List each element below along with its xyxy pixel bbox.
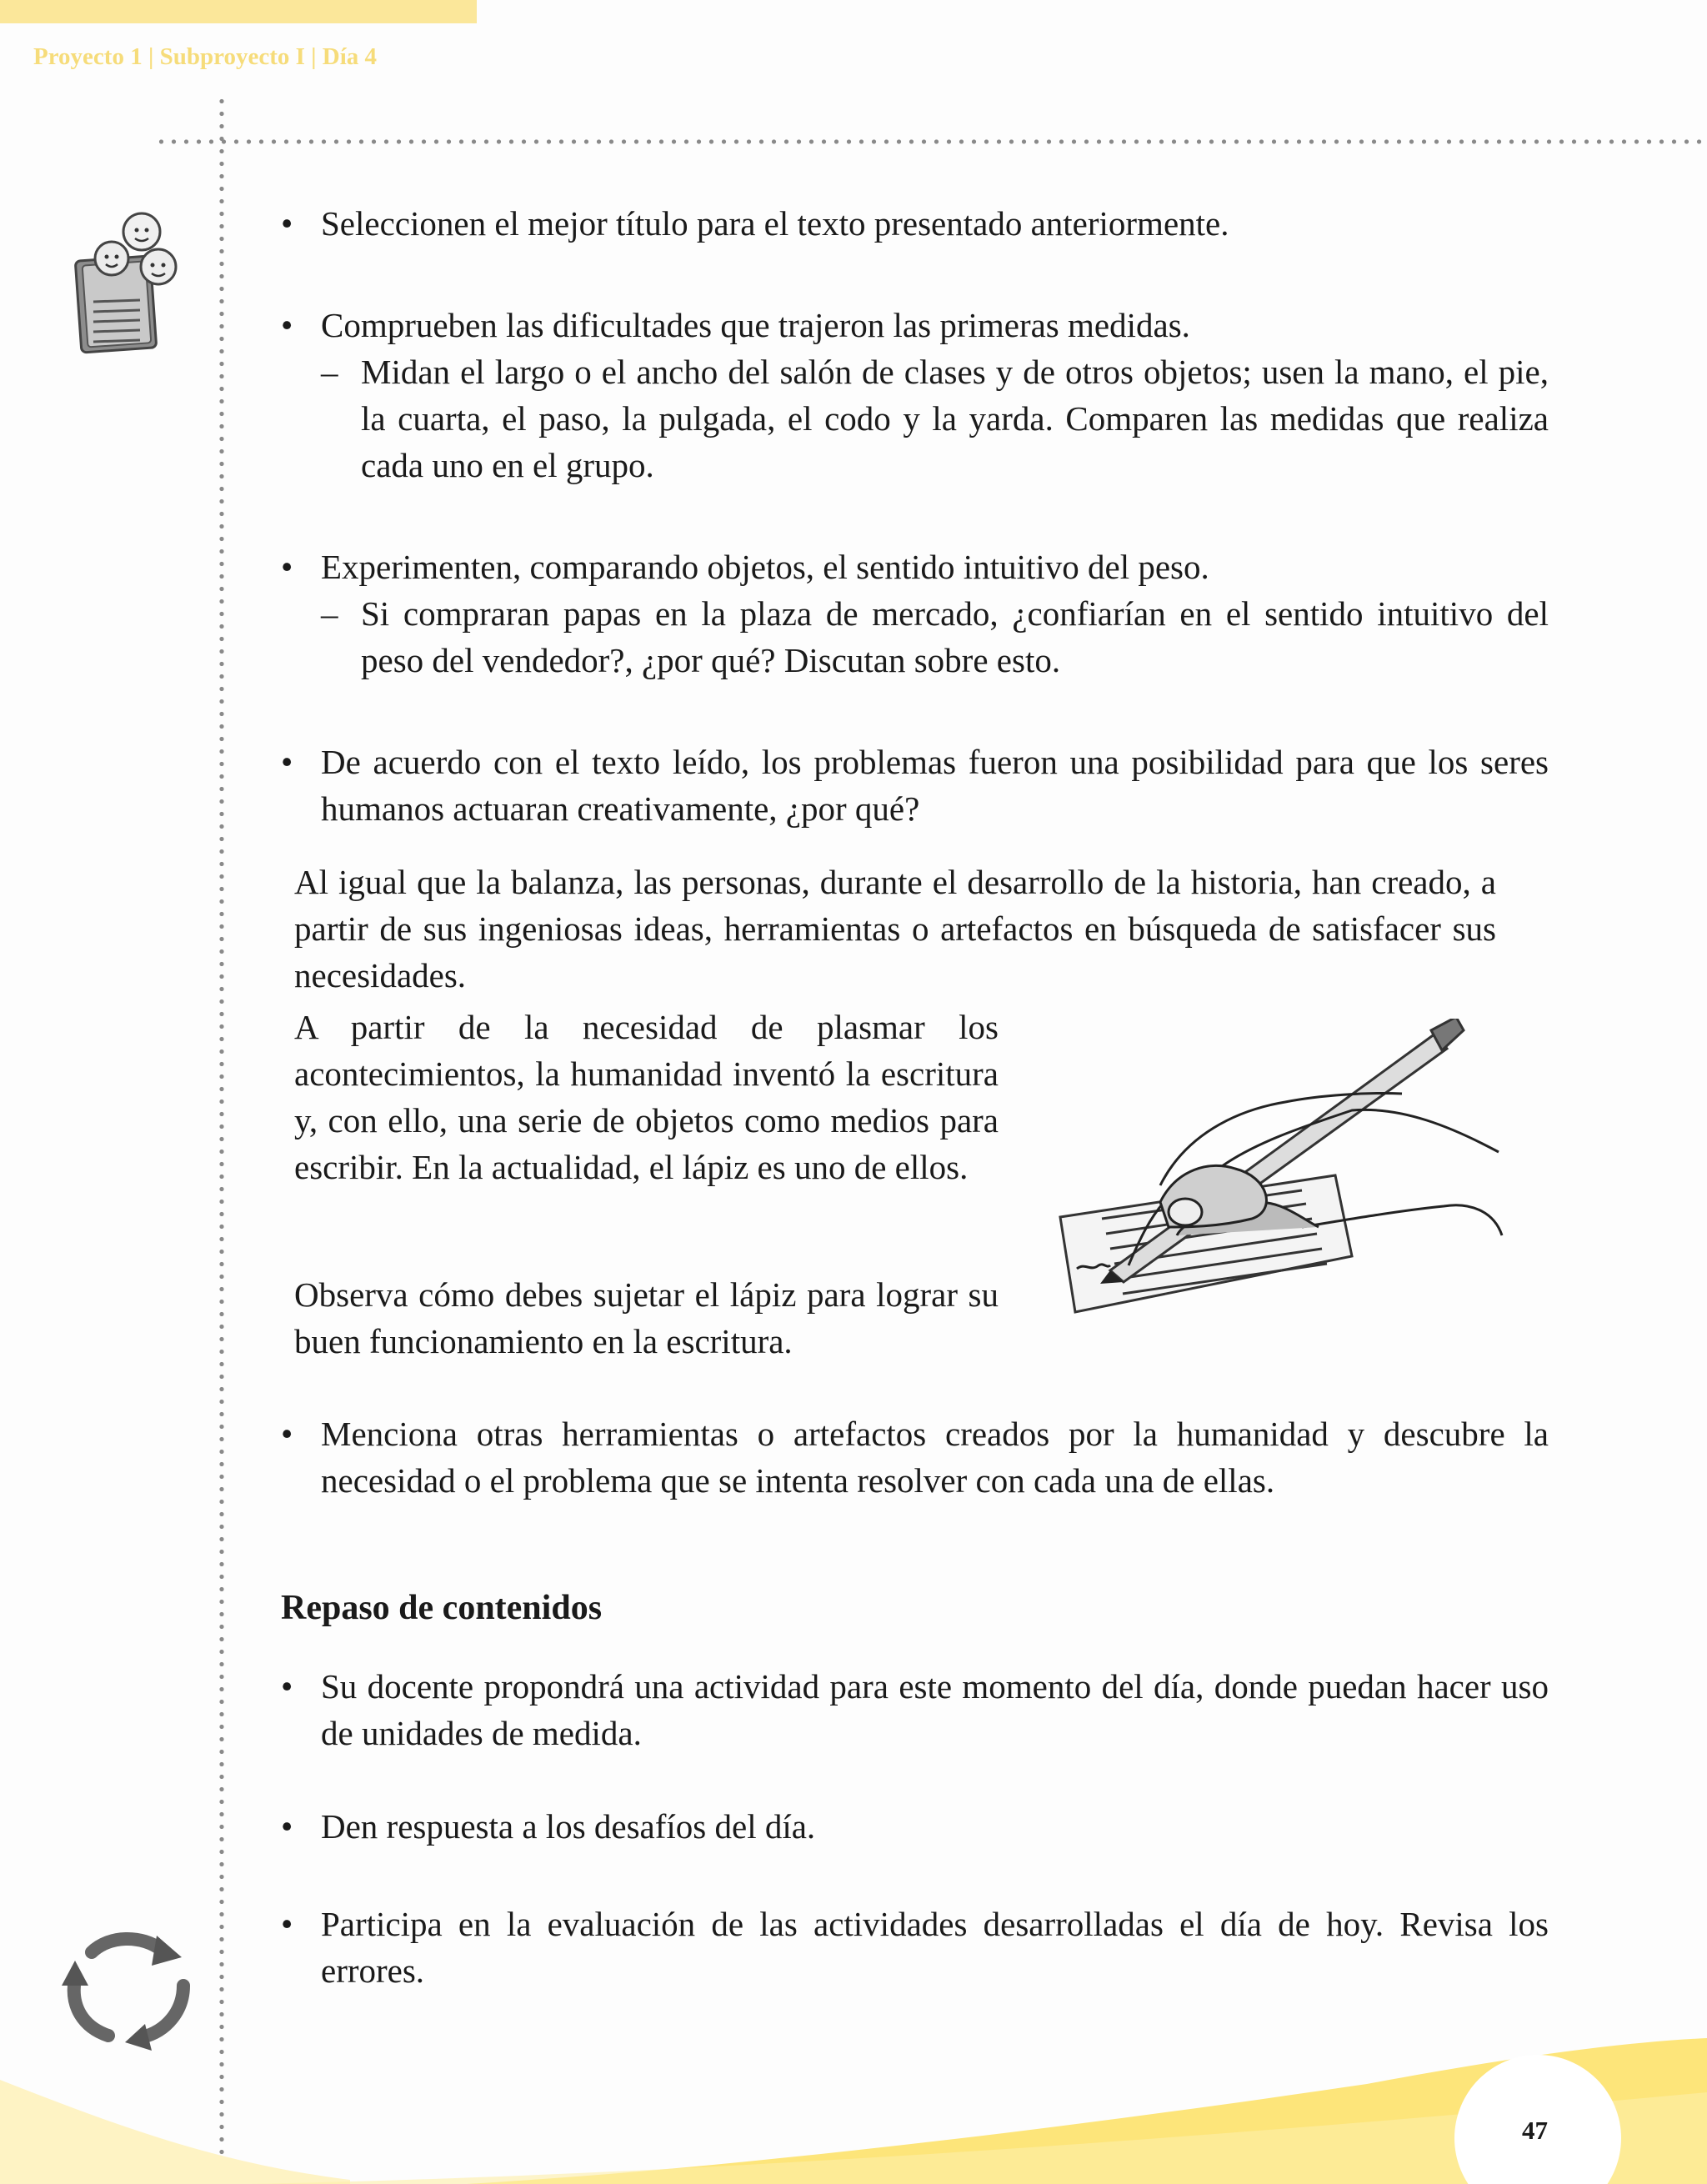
list-item-text: Participa en la evaluación de las actividades desarrolladas el día de hoy. Revisa los errores. xyxy=(321,1905,1549,1990)
header-breadcrumb: Proyecto 1 | Subproyecto I | Día 4 xyxy=(33,43,378,70)
list-item xyxy=(281,1803,1549,1850)
dash-mark: – xyxy=(321,353,338,391)
body-paragraph: A partir de la necesidad de plasmar los acontecimientos, la humanidad inventó la escritura y, con ello, una serie de objetos como medios para escribir. En la actualidad, el lápiz es uno de ellos. xyxy=(294,1008,999,1186)
list-item xyxy=(281,739,1549,832)
list-item-text: De acuerdo con el texto leído, los problemas fueron una posibilidad para que los seres humanos actuaran creativamente, ¿por qué? xyxy=(321,743,1549,828)
sub-list-item xyxy=(321,590,1549,684)
list-item xyxy=(281,302,1549,348)
list-item-text: Comprueben las dificultades que trajeron las primeras medidas. xyxy=(321,306,1190,344)
list-item-text: Menciona otras herramientas o artefactos creados por la humanidad y descubre la necesidad o el problema que se intenta resolver con cada una de ellas. xyxy=(321,1415,1549,1500)
list-item xyxy=(281,200,1549,247)
bottom-wave-decoration xyxy=(0,2001,1707,2184)
list-item xyxy=(281,1663,1549,1756)
list-item-text: Den respuesta a los desafíos del día. xyxy=(321,1807,816,1846)
list-item xyxy=(281,1901,1549,1994)
page-number: 47 xyxy=(1522,2116,1548,2145)
bullet-mark: • xyxy=(281,1415,293,1453)
bullet-mark: • xyxy=(281,306,293,344)
hand-writing-illustration xyxy=(1052,1019,1512,1319)
bullet-mark: • xyxy=(281,548,293,586)
list-item xyxy=(281,543,1549,590)
bullet-mark: • xyxy=(281,1807,293,1846)
bullet-mark: • xyxy=(281,204,293,243)
list-item-text: Experimenten, comparando objetos, el sentido intuitivo del peso. xyxy=(321,548,1209,586)
bullet-mark: • xyxy=(281,1905,293,1943)
sub-list-item-text: Midan el largo o el ancho del salón de clases y de otros objetos; usen la mano, el pie, la cuarta, el paso, la pulgada, el codo y la yarda. Comparen las medidas que realiza cada uno en el grupo. xyxy=(361,353,1549,484)
list-item xyxy=(281,1410,1549,1504)
section-heading: Repaso de contenidos xyxy=(281,1589,603,1627)
dash-mark: – xyxy=(321,594,338,633)
bullet-mark: • xyxy=(281,1667,293,1706)
bullet-mark: • xyxy=(281,743,293,781)
body-paragraph: Al igual que la balanza, las personas, durante el desarrollo de la historia, han creado, a partir de sus ingeniosas ideas, herramientas o artefactos en búsqueda de satisfacer sus necesidades. xyxy=(294,863,1496,994)
sub-list-item xyxy=(321,348,1549,488)
list-item-text: Su docente propondrá una actividad para este momento del día, donde puedan hacer uso de unidades de medida. xyxy=(321,1667,1549,1752)
list-item-text: Seleccionen el mejor título para el texto presentado anteriormente. xyxy=(321,204,1229,243)
sub-list-item-text: Si compraran papas en la plaza de mercado, ¿confiarían en el sentido intuitivo del peso del vendedor?, ¿por qué? Discutan sobre esto. xyxy=(361,594,1549,679)
body-paragraph: Observa cómo debes sujetar el lápiz para lograr su buen funcionamiento en la escritura. xyxy=(294,1275,999,1360)
